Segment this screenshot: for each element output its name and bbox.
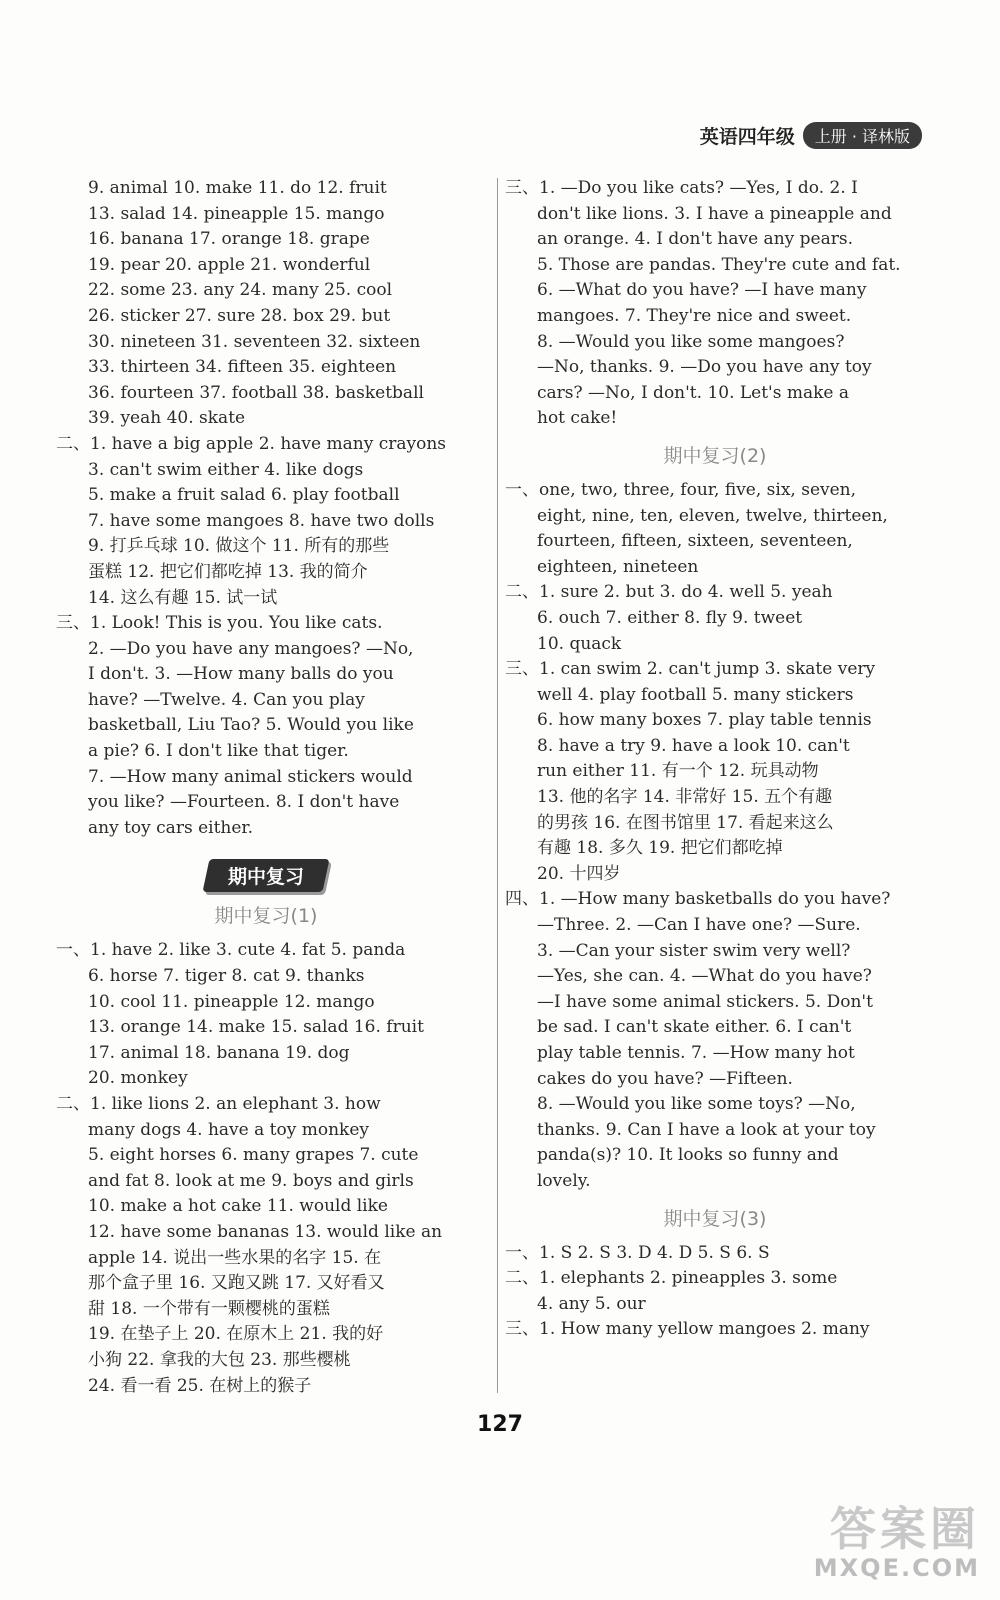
answer-line: many dogs 4. have a toy monkey — [88, 1119, 369, 1140]
answer-line: 三、1. —Do you like cats? —Yes, I do. 2. I — [505, 178, 858, 198]
answer-line: mangoes. 7. They're nice and sweet. — [537, 305, 852, 326]
answer-line: a pie? 6. I don't like that tiger. — [88, 741, 349, 762]
answer-line: 22. some 23. any 24. many 25. cool — [88, 280, 393, 301]
answer-line: cakes do you have? —Fifteen. — [537, 1068, 793, 1089]
review2-answers — [505, 478, 925, 1195]
answer-line: any toy cars either. — [88, 817, 254, 838]
page-number: 127 — [477, 1412, 523, 1437]
answer-line: thanks. 9. Can I have a look at your toy — [537, 1119, 876, 1140]
answer-line: 四、1. —How many basketballs do you have? — [505, 889, 891, 910]
answer-line: —No, thanks. 9. —Do you have any toy — [537, 357, 872, 378]
answer-line: cars? —No, I don't. 10. Let's make a — [537, 382, 850, 403]
left-column — [56, 176, 476, 1399]
answer-line: eight, nine, ten, eleven, twelve, thirteen, — [537, 505, 888, 526]
sentence-answers — [56, 611, 476, 841]
watermark-url: MXQE.COM — [813, 1554, 980, 1582]
answer-line: well 4. play football 5. many stickers — [537, 684, 854, 705]
answer-line: 一、one, two, three, four, five, six, seven, — [505, 479, 857, 500]
review1-title: 期中复习(1) — [214, 905, 318, 928]
answer-line: 6. how many boxes 7. play table tennis — [537, 710, 872, 731]
answer-line: 3. can't swim either 4. like dogs — [88, 459, 364, 480]
answer-line: 10. cool 11. pineapple 12. mango — [88, 991, 375, 1012]
answer-line: 三、1. can swim 2. can't jump 3. skate very — [505, 659, 876, 680]
answer-line: 三、1. How many yellow mangoes 2. many — [505, 1319, 870, 1340]
answer-line: 的男孩 16. 在图书馆里 17. 看起来这么 — [537, 812, 834, 833]
right-column — [505, 176, 925, 1343]
answer-line: 小狗 22. 拿我的大包 23. 那些樱桃 — [88, 1349, 351, 1370]
answer-line: fourteen, fifteen, sixteen, seventeen, — [537, 531, 853, 552]
answer-line: 39. yeah 40. skate — [88, 408, 246, 429]
answer-line: you like? —Fourteen. 8. I don't have — [88, 792, 400, 813]
answer-line: 13. salad 14. pineapple 15. mango — [88, 203, 385, 224]
answer-line: 12. have some bananas 13. would like an — [88, 1221, 443, 1242]
answer-line: and fat 8. look at me 9. boys and girls — [88, 1170, 414, 1191]
answer-line: 蛋糕 12. 把它们都吃掉 13. 我的简介 — [88, 561, 368, 582]
answer-line: an orange. 4. I don't have any pears. — [537, 229, 853, 250]
answer-line: apple 14. 说出一些水果的名字 15. 在 — [88, 1247, 382, 1268]
answer-line: 30. nineteen 31. seventeen 32. sixteen — [88, 331, 421, 352]
review1-answers — [56, 938, 476, 1399]
answer-line: —I have some animal stickers. 5. Don't — [537, 991, 873, 1012]
answer-line: panda(s)? 10. It looks so funny and — [537, 1145, 839, 1166]
answer-line: lovely. — [537, 1170, 591, 1191]
answer-line: 10. quack — [537, 633, 622, 654]
answer-line: 33. thirteen 34. fifteen 35. eighteen — [88, 357, 397, 378]
answer-line: 20. monkey — [88, 1068, 188, 1089]
answer-line: 19. pear 20. apple 21. wonderful — [88, 254, 371, 275]
page-header — [700, 120, 922, 150]
answer-line: 二、1. elephants 2. pineapples 3. some — [505, 1268, 838, 1289]
phrase-answers — [56, 432, 476, 611]
answer-line: 9. 打乒乓球 10. 做这个 11. 所有的那些 — [88, 536, 390, 557]
answer-line: 二、1. have a big apple 2. have many crayons — [56, 433, 447, 454]
answer-line: have? —Twelve. 4. Can you play — [88, 689, 365, 710]
answer-line: 有趣 18. 多久 19. 把它们都吃掉 — [537, 838, 783, 859]
answer-line: 16. banana 17. orange 18. grape — [88, 229, 370, 250]
answer-line: 24. 看一看 25. 在树上的猴子 — [88, 1375, 312, 1396]
answer-line: basketball, Liu Tao? 5. Would you like — [88, 715, 414, 736]
answer-line: 一、1. have 2. like 3. cute 4. fat 5. panda — [56, 940, 406, 961]
review3-title: 期中复习(3) — [663, 1207, 767, 1230]
answer-line: 13. orange 14. make 15. salad 16. fruit — [88, 1017, 424, 1038]
answer-line: don't like lions. 3. I have a pineapple and — [537, 203, 892, 224]
answer-line: 二、1. like lions 2. an elephant 3. how — [56, 1094, 381, 1114]
answer-line: I don't. 3. —How many balls do you — [88, 664, 394, 685]
answer-line: eighteen, nineteen — [537, 556, 699, 577]
answer-line: 5. eight horses 6. many grapes 7. cute — [88, 1145, 419, 1166]
answer-line: play table tennis. 7. —How many hot — [537, 1043, 855, 1063]
answer-line: 8. —Would you like some toys? —No, — [537, 1094, 856, 1115]
answer-line: 6. ouch 7. either 8. fly 9. tweet — [537, 607, 803, 628]
answer-line: 3. —Can your sister swim very well? — [537, 940, 851, 961]
answer-line: be sad. I can't skate either. 6. I can't — [537, 1017, 852, 1038]
answer-line: —Three. 2. —Can I have one? —Sure. — [537, 915, 861, 936]
answer-line: 2. —Do you have any mangoes? —No, — [88, 638, 414, 659]
watermark-text: 答案圈 — [830, 1502, 980, 1556]
answer-line: —Yes, she can. 4. —What do you have? — [537, 966, 872, 987]
answer-line: 6. —What do you have? —I have many — [537, 280, 867, 301]
answer-line: run either 11. 有一个 12. 玩具动物 — [537, 761, 819, 782]
answer-line: 5. Those are pandas. They're cute and fat. — [537, 254, 901, 275]
answer-line: 4. any 5. our — [537, 1293, 646, 1314]
answer-line: hot cake! — [537, 408, 618, 429]
answer-line: 甜 18. 一个带有一颗樱桃的蛋糕 — [88, 1298, 330, 1319]
answer-line: 5. make a fruit salad 6. play football — [88, 485, 400, 506]
answer-line: 13. 他的名字 14. 非常好 15. 五个有趣 — [537, 787, 833, 808]
sentence-answers-cont — [505, 176, 925, 432]
answer-line: 一、1. S 2. S 3. D 4. D 5. S 6. S — [505, 1242, 770, 1263]
banner-label: 期中复习 — [227, 866, 304, 889]
answer-line: 6. horse 7. tiger 8. cat 9. thanks — [88, 966, 365, 987]
answer-line: 那个盒子里 16. 又跑又跳 17. 又好看又 — [88, 1273, 385, 1294]
answer-line: 8. have a try 9. have a look 10. can't — [537, 735, 850, 756]
answer-line: 20. 十四岁 — [537, 863, 621, 884]
answer-line: 36. fourteen 37. football 38. basketball — [88, 382, 424, 403]
answer-line: 二、1. sure 2. but 3. do 4. well 5. yeah — [505, 582, 833, 603]
answer-line: 14. 这么有趣 15. 试一试 — [88, 587, 278, 608]
answer-line: 19. 在垫子上 20. 在原木上 21. 我的好 — [88, 1324, 384, 1345]
column-divider — [497, 178, 498, 1393]
midterm-banner — [56, 859, 476, 892]
answer-line: 三、1. Look! This is you. You like cats. — [56, 613, 383, 634]
answer-line: 8. —Would you like some mangoes? — [537, 331, 845, 352]
edition-badge: 上册 · 译林版 — [803, 122, 922, 149]
subject-title: 英语四年级 — [699, 125, 795, 148]
answer-line: 7. —How many animal stickers would — [88, 766, 413, 787]
review3-answers — [505, 1241, 925, 1343]
answer-line: 9. animal 10. make 11. do 12. fruit — [88, 178, 387, 198]
answer-line: 17. animal 18. banana 19. dog — [88, 1042, 350, 1063]
answer-line: 10. make a hot cake 11. would like — [88, 1196, 388, 1217]
answer-line: 26. sticker 27. sure 28. box 29. but — [88, 305, 391, 326]
vocab-answers — [56, 176, 476, 432]
review2-title: 期中复习(2) — [663, 444, 767, 467]
answer-line: 7. have some mangoes 8. have two dolls — [88, 510, 435, 531]
watermark-logo — [814, 1504, 980, 1582]
